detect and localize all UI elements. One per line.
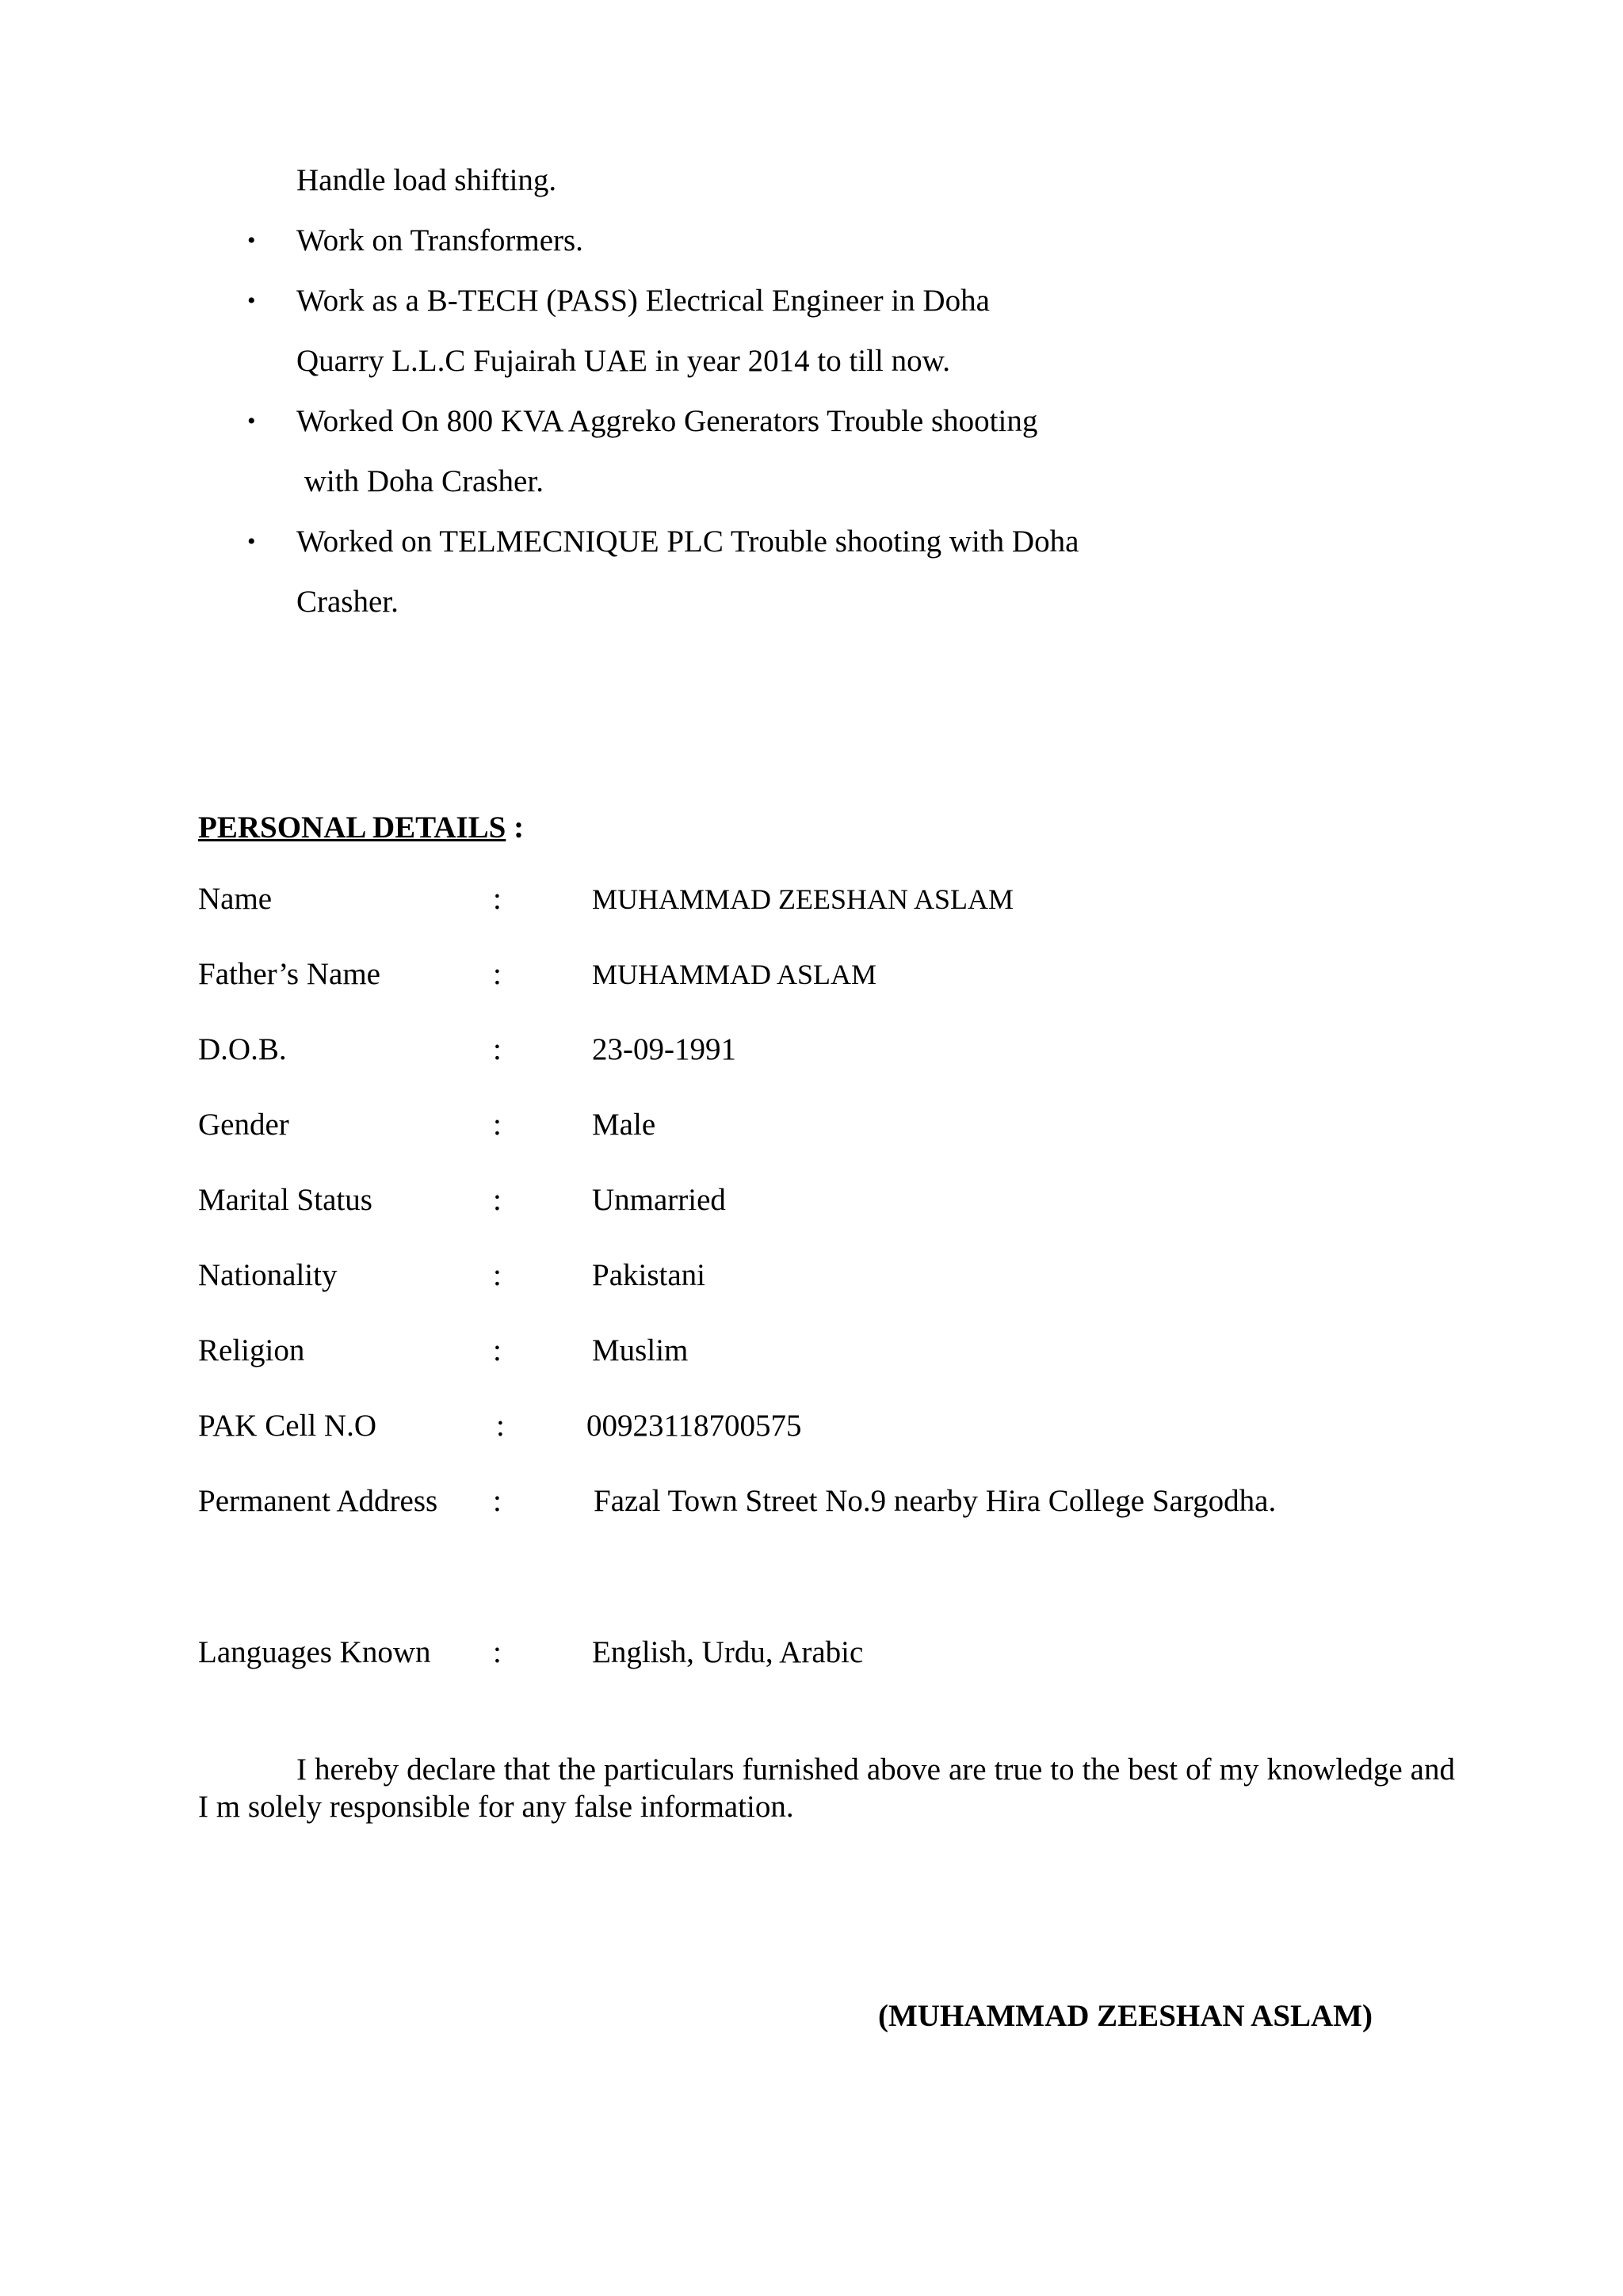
detail-colon: :	[493, 1258, 502, 1292]
detail-colon: :	[493, 1635, 502, 1669]
detail-colon: :	[493, 882, 502, 916]
detail-value: Pakistani	[592, 1258, 705, 1292]
detail-colon: :	[493, 957, 502, 991]
detail-row-gender	[198, 1107, 1466, 1154]
experience-text: Worked on TELMECNIQUE PLC Trouble shooting with Doha	[296, 524, 1079, 559]
experience-line	[198, 452, 1466, 512]
detail-colon: :	[493, 1484, 502, 1518]
detail-row-fathers-name	[198, 956, 1466, 1004]
detail-value: 00923118700575	[586, 1409, 802, 1443]
detail-label: D.O.B.	[198, 1032, 287, 1066]
bullet-icon: •	[247, 408, 256, 434]
experience-line	[198, 512, 1466, 572]
detail-value: MUHAMMAD ZEESHAN ASLAM	[592, 883, 1014, 915]
experience-line	[198, 151, 1466, 211]
experience-line	[198, 271, 1466, 331]
detail-value: English, Urdu, Arabic	[592, 1635, 864, 1669]
experience-text: Crasher.	[296, 585, 399, 619]
heading-colon: :	[506, 810, 525, 845]
detail-label: Religion	[198, 1333, 305, 1367]
detail-label: PAK Cell N.O	[198, 1409, 377, 1443]
bullet-icon: •	[247, 288, 256, 314]
experience-line	[198, 572, 1466, 632]
detail-row-permanent-address	[198, 1483, 1466, 1531]
detail-row-nationality	[198, 1257, 1466, 1305]
experience-text: Work as a B-TECH (PASS) Electrical Engineer in Doha	[296, 284, 990, 318]
declaration-paragraph: I hereby declare that the particulars furnished above are true to the best of my knowledge and I m solely responsible for any false information.	[198, 1753, 1455, 1824]
bullet-icon: •	[247, 528, 256, 555]
detail-value: Muslim	[592, 1333, 689, 1367]
detail-label: Permanent Address	[198, 1484, 438, 1518]
experience-text: Handle load shifting.	[296, 163, 557, 197]
detail-value: Unmarried	[592, 1183, 726, 1217]
detail-row-marital-status	[198, 1182, 1466, 1230]
detail-value: Male	[592, 1108, 656, 1142]
detail-colon: :	[493, 1183, 502, 1217]
detail-value: MUHAMMAD ASLAM	[592, 959, 877, 990]
heading-text: PERSONAL DETAILS	[198, 810, 506, 845]
detail-row-languages	[198, 1634, 1466, 1682]
signature-name: (MUHAMMAD ZEESHAN ASLAM)	[878, 1999, 1373, 2033]
detail-label: Father’s Name	[198, 957, 380, 991]
detail-label: Marital Status	[198, 1183, 372, 1217]
experience-line	[198, 391, 1466, 452]
section-heading-personal-details	[198, 810, 524, 845]
detail-colon: :	[493, 1333, 502, 1367]
experience-line	[198, 331, 1466, 391]
detail-value: 23-09-1991	[592, 1032, 736, 1066]
detail-row-cell-number	[198, 1408, 1466, 1455]
detail-label: Nationality	[198, 1258, 338, 1292]
detail-colon: :	[496, 1409, 505, 1443]
detail-value: Fazal Town Street No.9 nearby Hira College Sargodha.	[594, 1484, 1277, 1518]
experience-list	[198, 151, 1466, 632]
detail-colon: :	[493, 1032, 502, 1066]
detail-row-dob	[198, 1032, 1466, 1079]
detail-colon: :	[493, 1108, 502, 1142]
experience-text: Quarry L.L.C Fujairah UAE in year 2014 to till now.	[296, 344, 950, 378]
detail-label: Gender	[198, 1108, 289, 1142]
experience-text: Work on Transformers.	[296, 223, 583, 257]
experience-text: Worked On 800 KVA Aggreko Generators Trouble shooting	[296, 404, 1038, 438]
experience-text: with Doha Crasher.	[296, 464, 544, 498]
detail-row-name	[198, 881, 1466, 929]
detail-label: Name	[198, 882, 273, 916]
bullet-icon: •	[247, 227, 256, 254]
detail-row-religion	[198, 1333, 1466, 1380]
experience-line	[198, 211, 1466, 271]
detail-label: Languages Known	[198, 1635, 431, 1669]
